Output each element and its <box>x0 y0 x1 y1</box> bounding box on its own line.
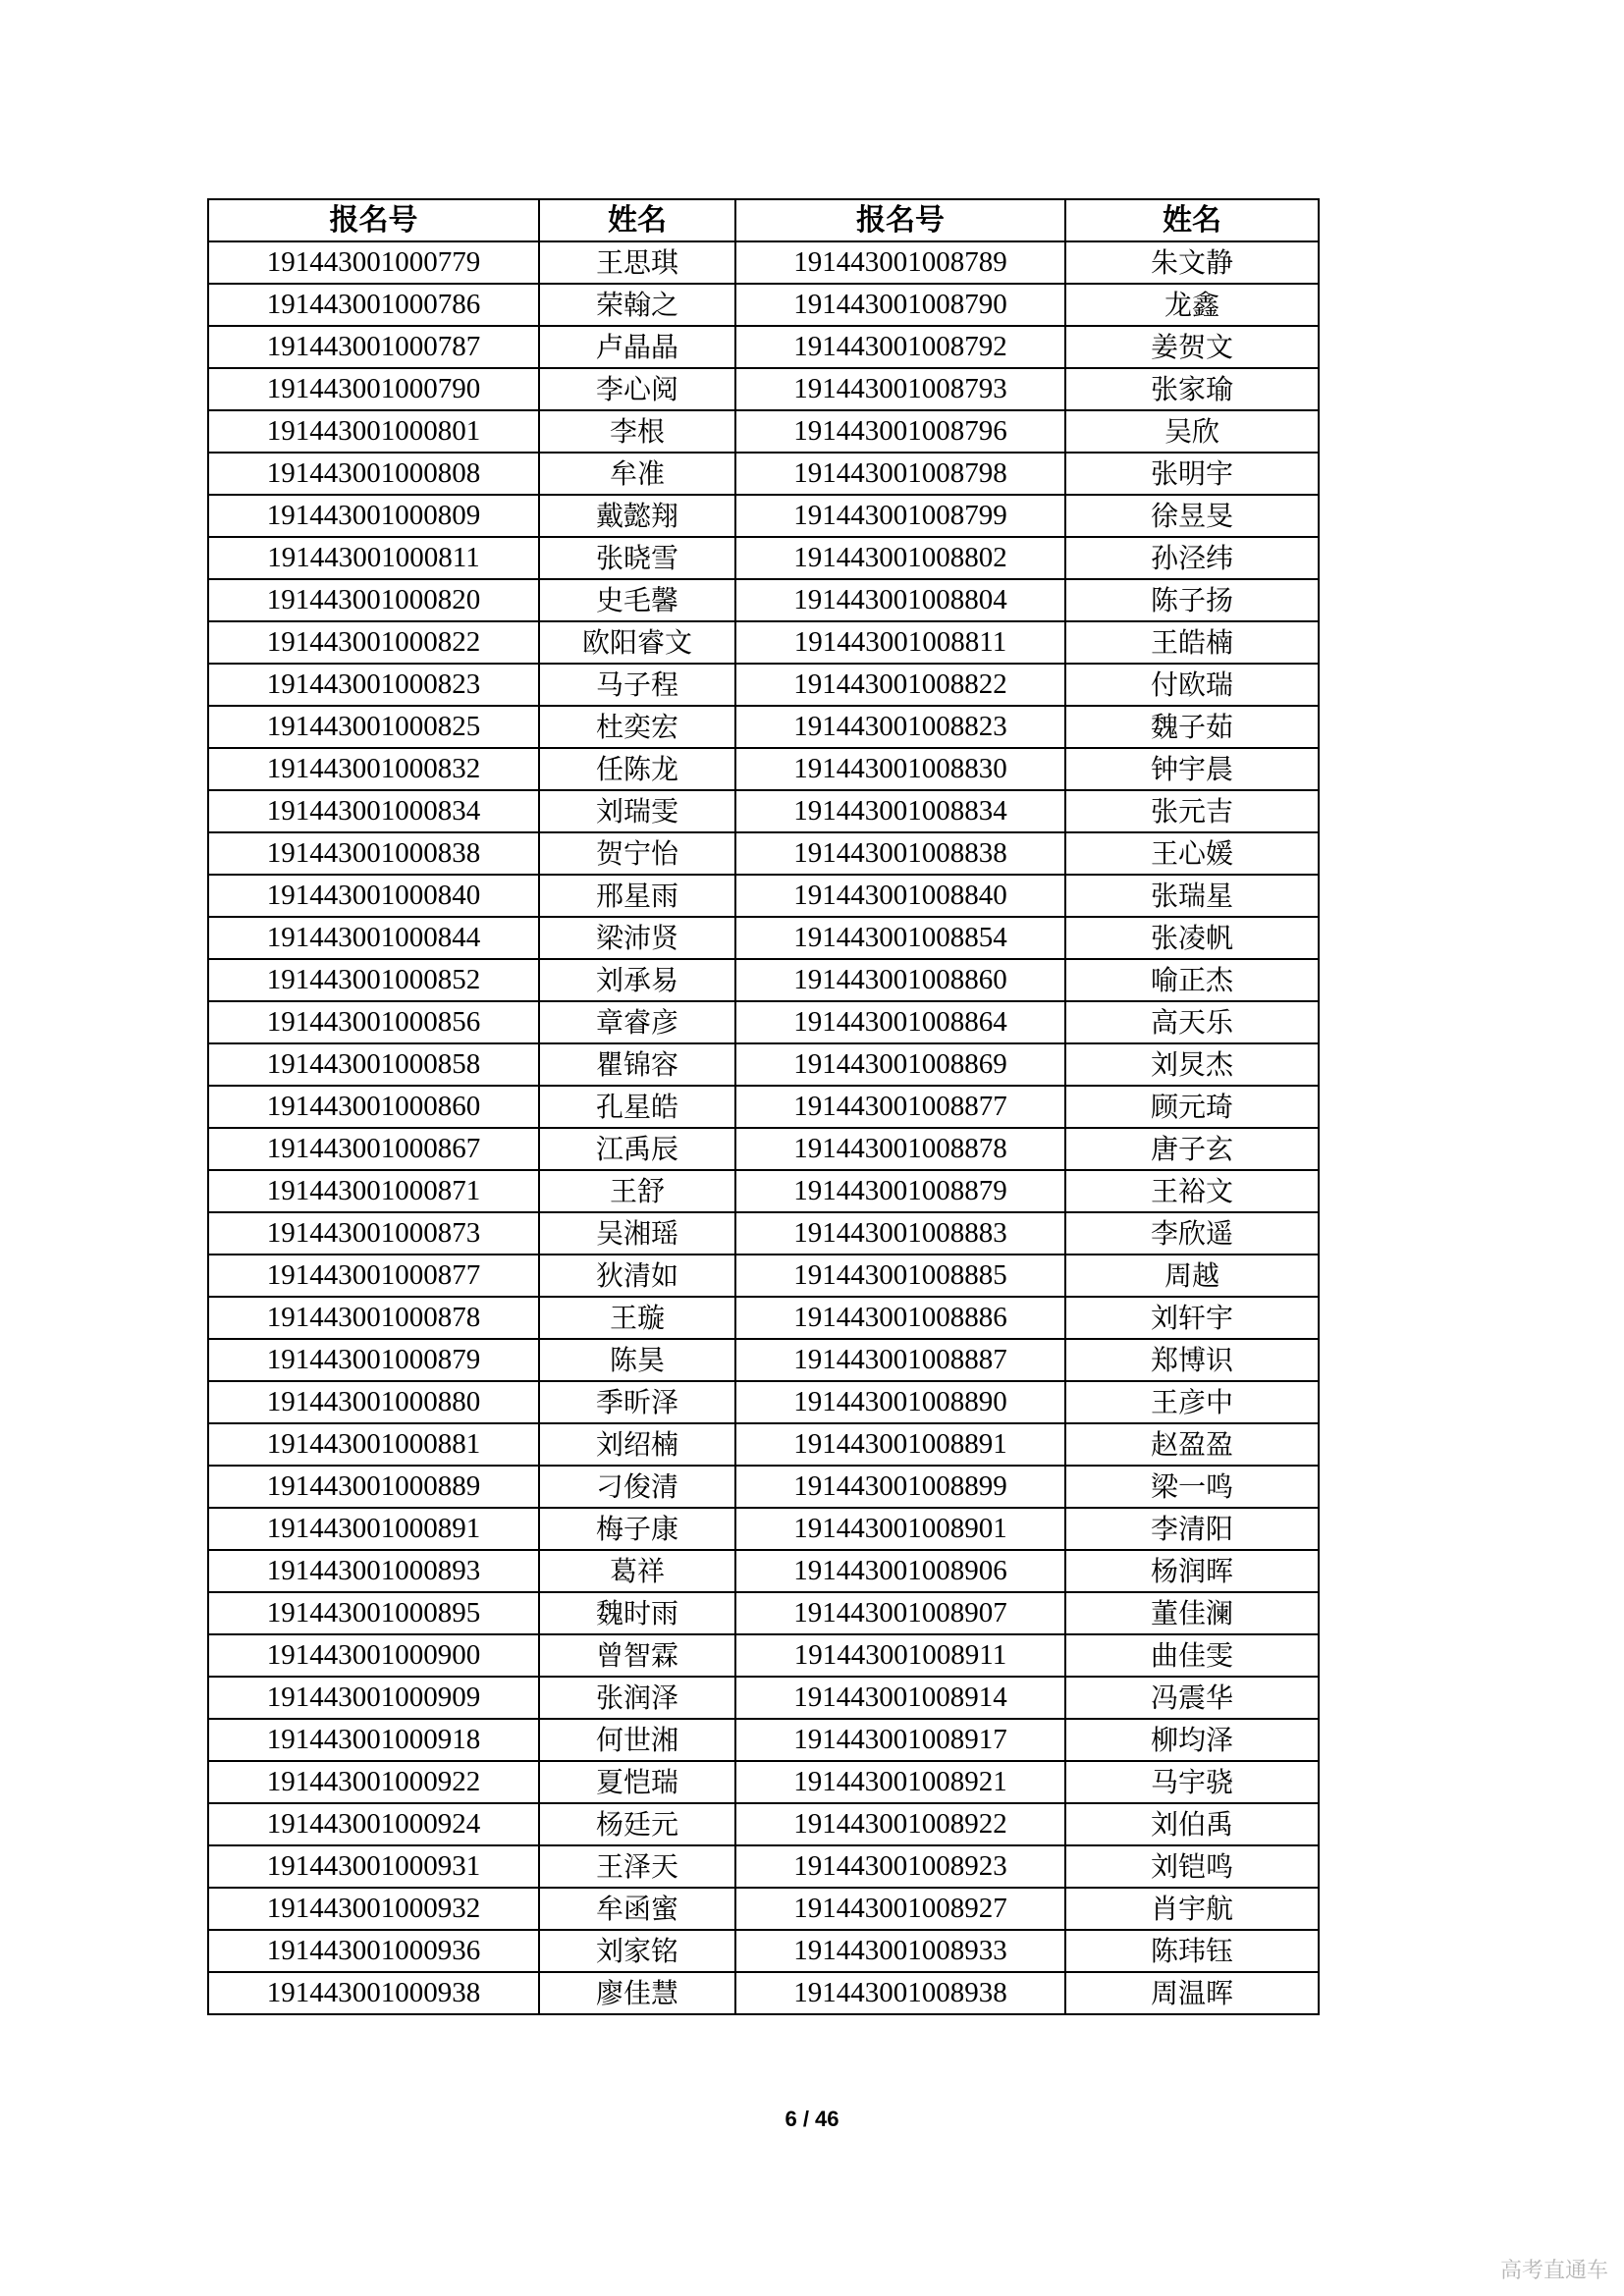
name-cell: 何世湘 <box>539 1719 735 1761</box>
registration-number-cell: 191443001008802 <box>735 537 1065 579</box>
registration-number-cell: 191443001000900 <box>208 1634 539 1677</box>
name-cell: 李清阳 <box>1065 1508 1319 1550</box>
registration-number-cell: 191443001000936 <box>208 1930 539 1972</box>
table-row <box>208 579 1319 621</box>
registration-number-cell: 191443001008789 <box>735 241 1065 284</box>
name-cell: 唐子玄 <box>1065 1128 1319 1170</box>
registration-number-cell: 191443001000844 <box>208 917 539 959</box>
registration-number-cell: 191443001008877 <box>735 1086 1065 1128</box>
registration-number-cell: 191443001008887 <box>735 1339 1065 1381</box>
registration-number-cell: 191443001008899 <box>735 1466 1065 1508</box>
registration-number-cell: 191443001008906 <box>735 1550 1065 1592</box>
registration-number-cell: 191443001008907 <box>735 1592 1065 1634</box>
table-row <box>208 241 1319 284</box>
table-row <box>208 1339 1319 1381</box>
registration-number-cell: 191443001000873 <box>208 1212 539 1255</box>
registration-number-cell: 191443001008921 <box>735 1761 1065 1803</box>
registration-number-cell: 191443001000922 <box>208 1761 539 1803</box>
name-cell: 荣翰之 <box>539 284 735 326</box>
table-row <box>208 790 1319 832</box>
name-cell: 陈昊 <box>539 1339 735 1381</box>
name-cell: 杨润晖 <box>1065 1550 1319 1592</box>
table-row <box>208 1803 1319 1845</box>
name-cell: 李心阅 <box>539 368 735 410</box>
registration-number-cell: 191443001000787 <box>208 326 539 368</box>
name-cell: 刘承易 <box>539 959 735 1001</box>
page-number: 6 / 46 <box>785 2107 839 2131</box>
registration-number-cell: 191443001000790 <box>208 368 539 410</box>
registration-number-cell: 191443001008869 <box>735 1043 1065 1086</box>
name-cell: 赵盈盈 <box>1065 1423 1319 1466</box>
name-cell: 梁沛贤 <box>539 917 735 959</box>
registration-number-cell: 191443001008911 <box>735 1634 1065 1677</box>
registration-number-cell: 191443001000822 <box>208 621 539 664</box>
name-cell: 顾元琦 <box>1065 1086 1319 1128</box>
registration-number-cell: 191443001000924 <box>208 1803 539 1845</box>
table-row <box>208 1972 1319 2014</box>
name-cell: 周越 <box>1065 1255 1319 1297</box>
registration-number-cell: 191443001000918 <box>208 1719 539 1761</box>
table-row <box>208 368 1319 410</box>
registration-number-cell: 191443001008883 <box>735 1212 1065 1255</box>
name-cell: 高天乐 <box>1065 1001 1319 1043</box>
name-cell: 李根 <box>539 410 735 453</box>
name-cell: 贺宁怡 <box>539 832 735 875</box>
name-cell: 孙泾纬 <box>1065 537 1319 579</box>
registration-number-cell: 191443001000877 <box>208 1255 539 1297</box>
registration-number-cell: 191443001008860 <box>735 959 1065 1001</box>
name-cell: 吴欣 <box>1065 410 1319 453</box>
name-cell: 刘绍楠 <box>539 1423 735 1466</box>
table-row <box>208 495 1319 537</box>
name-cell: 夏恺瑞 <box>539 1761 735 1803</box>
registration-number-cell: 191443001008933 <box>735 1930 1065 1972</box>
registration-number-cell: 191443001008822 <box>735 664 1065 706</box>
table-row <box>208 410 1319 453</box>
name-cell: 柳均泽 <box>1065 1719 1319 1761</box>
name-cell: 王璇 <box>539 1297 735 1339</box>
name-cell: 曾智霖 <box>539 1634 735 1677</box>
registration-table <box>207 198 1320 2015</box>
header-name: 姓名 <box>1065 199 1319 241</box>
registration-number-cell: 191443001000878 <box>208 1297 539 1339</box>
registration-number-cell: 191443001008891 <box>735 1423 1065 1466</box>
name-cell: 葛祥 <box>539 1550 735 1592</box>
name-cell: 杜奕宏 <box>539 706 735 748</box>
name-cell: 周温晖 <box>1065 1972 1319 2014</box>
table-row <box>208 1845 1319 1888</box>
registration-number-cell: 191443001000809 <box>208 495 539 537</box>
table-row <box>208 748 1319 790</box>
name-cell: 张家瑜 <box>1065 368 1319 410</box>
registration-number-cell: 191443001008878 <box>735 1128 1065 1170</box>
name-cell: 季昕泽 <box>539 1381 735 1423</box>
table-row <box>208 453 1319 495</box>
name-cell: 张晓雪 <box>539 537 735 579</box>
name-cell: 刘家铭 <box>539 1930 735 1972</box>
name-cell: 张明宇 <box>1065 453 1319 495</box>
name-cell: 陈玮钰 <box>1065 1930 1319 1972</box>
name-cell: 钟宇晨 <box>1065 748 1319 790</box>
name-cell: 徐昱旻 <box>1065 495 1319 537</box>
name-cell: 欧阳睿文 <box>539 621 735 664</box>
document-page <box>207 198 1318 2015</box>
header-registration-number: 报名号 <box>208 199 539 241</box>
table-row <box>208 1128 1319 1170</box>
watermark: 高考直通车 <box>1499 2259 1608 2283</box>
name-cell: 廖佳慧 <box>539 1972 735 2014</box>
table-row <box>208 1001 1319 1043</box>
table-header-row <box>208 199 1319 241</box>
registration-number-cell: 191443001008790 <box>735 284 1065 326</box>
name-cell: 牟函蜜 <box>539 1888 735 1930</box>
table-row <box>208 1170 1319 1212</box>
name-cell: 曲佳雯 <box>1065 1634 1319 1677</box>
registration-number-cell: 191443001000823 <box>208 664 539 706</box>
table-row <box>208 1930 1319 1972</box>
table-row <box>208 1381 1319 1423</box>
registration-number-cell: 191443001000832 <box>208 748 539 790</box>
table-row <box>208 621 1319 664</box>
name-cell: 牟准 <box>539 453 735 495</box>
name-cell: 刘轩宇 <box>1065 1297 1319 1339</box>
registration-number-cell: 191443001000938 <box>208 1972 539 2014</box>
name-cell: 王裕文 <box>1065 1170 1319 1212</box>
table-row <box>208 664 1319 706</box>
registration-number-cell: 191443001008792 <box>735 326 1065 368</box>
registration-number-cell: 191443001000811 <box>208 537 539 579</box>
name-cell: 王思琪 <box>539 241 735 284</box>
name-cell: 魏子茹 <box>1065 706 1319 748</box>
registration-number-cell: 191443001000801 <box>208 410 539 453</box>
name-cell: 卢晶晶 <box>539 326 735 368</box>
registration-number-cell: 191443001008901 <box>735 1508 1065 1550</box>
name-cell: 史毛馨 <box>539 579 735 621</box>
registration-number-cell: 191443001000891 <box>208 1508 539 1550</box>
table-row <box>208 284 1319 326</box>
name-cell: 王彦中 <box>1065 1381 1319 1423</box>
table-body <box>208 241 1319 2014</box>
table-row <box>208 1634 1319 1677</box>
registration-number-cell: 191443001008879 <box>735 1170 1065 1212</box>
registration-number-cell: 191443001008798 <box>735 453 1065 495</box>
name-cell: 姜贺文 <box>1065 326 1319 368</box>
name-cell: 张瑞星 <box>1065 875 1319 917</box>
registration-number-cell: 191443001008917 <box>735 1719 1065 1761</box>
header-name: 姓名 <box>539 199 735 241</box>
name-cell: 吴湘瑶 <box>539 1212 735 1255</box>
table-row <box>208 1508 1319 1550</box>
name-cell: 李欣遥 <box>1065 1212 1319 1255</box>
name-cell: 江禹辰 <box>539 1128 735 1170</box>
table-row <box>208 1719 1319 1761</box>
name-cell: 邢星雨 <box>539 875 735 917</box>
name-cell: 马子程 <box>539 664 735 706</box>
registration-number-cell: 191443001008864 <box>735 1001 1065 1043</box>
name-cell: 陈子扬 <box>1065 579 1319 621</box>
name-cell: 孔星皓 <box>539 1086 735 1128</box>
name-cell: 任陈龙 <box>539 748 735 790</box>
registration-number-cell: 191443001000808 <box>208 453 539 495</box>
table-row <box>208 917 1319 959</box>
registration-number-cell: 191443001000786 <box>208 284 539 326</box>
name-cell: 王皓楠 <box>1065 621 1319 664</box>
registration-number-cell: 191443001000871 <box>208 1170 539 1212</box>
name-cell: 张元吉 <box>1065 790 1319 832</box>
name-cell: 刁俊清 <box>539 1466 735 1508</box>
name-cell: 郑博识 <box>1065 1339 1319 1381</box>
registration-number-cell: 191443001000838 <box>208 832 539 875</box>
registration-number-cell: 191443001000834 <box>208 790 539 832</box>
registration-number-cell: 191443001000893 <box>208 1550 539 1592</box>
registration-number-cell: 191443001008830 <box>735 748 1065 790</box>
table-row <box>208 1297 1319 1339</box>
name-cell: 冯震华 <box>1065 1677 1319 1719</box>
name-cell: 付欧瑞 <box>1065 664 1319 706</box>
registration-number-cell: 191443001000909 <box>208 1677 539 1719</box>
table-row <box>208 1086 1319 1128</box>
registration-number-cell: 191443001000856 <box>208 1001 539 1043</box>
registration-number-cell: 191443001000840 <box>208 875 539 917</box>
registration-number-cell: 191443001008854 <box>735 917 1065 959</box>
table-row <box>208 1550 1319 1592</box>
registration-number-cell: 191443001008927 <box>735 1888 1065 1930</box>
registration-number-cell: 191443001008886 <box>735 1297 1065 1339</box>
name-cell: 章睿彦 <box>539 1001 735 1043</box>
registration-number-cell: 191443001008804 <box>735 579 1065 621</box>
registration-number-cell: 191443001008840 <box>735 875 1065 917</box>
registration-number-cell: 191443001000889 <box>208 1466 539 1508</box>
name-cell: 魏时雨 <box>539 1592 735 1634</box>
registration-number-cell: 191443001008914 <box>735 1677 1065 1719</box>
registration-number-cell: 191443001008938 <box>735 1972 1065 2014</box>
registration-number-cell: 191443001000825 <box>208 706 539 748</box>
name-cell: 喻正杰 <box>1065 959 1319 1001</box>
registration-number-cell: 191443001008796 <box>735 410 1065 453</box>
registration-number-cell: 191443001008793 <box>735 368 1065 410</box>
registration-number-cell: 191443001000881 <box>208 1423 539 1466</box>
table-row <box>208 1212 1319 1255</box>
registration-number-cell: 191443001000858 <box>208 1043 539 1086</box>
table-row <box>208 875 1319 917</box>
table-row <box>208 1255 1319 1297</box>
name-cell: 戴懿翔 <box>539 495 735 537</box>
table-row <box>208 706 1319 748</box>
registration-number-cell: 191443001008823 <box>735 706 1065 748</box>
name-cell: 刘瑞雯 <box>539 790 735 832</box>
name-cell: 张凌帆 <box>1065 917 1319 959</box>
table-row <box>208 1888 1319 1930</box>
registration-number-cell: 191443001000880 <box>208 1381 539 1423</box>
name-cell: 肖宇航 <box>1065 1888 1319 1930</box>
table-row <box>208 959 1319 1001</box>
name-cell: 王泽天 <box>539 1845 735 1888</box>
name-cell: 龙鑫 <box>1065 284 1319 326</box>
name-cell: 刘伯禹 <box>1065 1803 1319 1845</box>
registration-number-cell: 191443001000932 <box>208 1888 539 1930</box>
registration-number-cell: 191443001000779 <box>208 241 539 284</box>
registration-number-cell: 191443001008890 <box>735 1381 1065 1423</box>
registration-number-cell: 191443001008923 <box>735 1845 1065 1888</box>
name-cell: 马宇骁 <box>1065 1761 1319 1803</box>
registration-number-cell: 191443001008885 <box>735 1255 1065 1297</box>
table-row <box>208 1043 1319 1086</box>
name-cell: 刘铠鸣 <box>1065 1845 1319 1888</box>
registration-number-cell: 191443001000820 <box>208 579 539 621</box>
registration-number-cell: 191443001000879 <box>208 1339 539 1381</box>
header-registration-number: 报名号 <box>735 199 1065 241</box>
registration-number-cell: 191443001008838 <box>735 832 1065 875</box>
name-cell: 朱文静 <box>1065 241 1319 284</box>
name-cell: 张润泽 <box>539 1677 735 1719</box>
table-row <box>208 832 1319 875</box>
name-cell: 董佳澜 <box>1065 1592 1319 1634</box>
table-row <box>208 326 1319 368</box>
name-cell: 刘炅杰 <box>1065 1043 1319 1086</box>
registration-number-cell: 191443001000895 <box>208 1592 539 1634</box>
name-cell: 瞿锦容 <box>539 1043 735 1086</box>
table-row <box>208 1423 1319 1466</box>
registration-number-cell: 191443001008811 <box>735 621 1065 664</box>
registration-number-cell: 191443001000867 <box>208 1128 539 1170</box>
name-cell: 狄清如 <box>539 1255 735 1297</box>
name-cell: 杨廷元 <box>539 1803 735 1845</box>
table-row <box>208 1677 1319 1719</box>
table-row <box>208 1761 1319 1803</box>
name-cell: 王心媛 <box>1065 832 1319 875</box>
table-row <box>208 1466 1319 1508</box>
registration-number-cell: 191443001000931 <box>208 1845 539 1888</box>
registration-number-cell: 191443001000852 <box>208 959 539 1001</box>
registration-number-cell: 191443001008922 <box>735 1803 1065 1845</box>
table-row <box>208 1592 1319 1634</box>
registration-number-cell: 191443001008799 <box>735 495 1065 537</box>
name-cell: 王舒 <box>539 1170 735 1212</box>
table-row <box>208 537 1319 579</box>
name-cell: 梅子康 <box>539 1508 735 1550</box>
name-cell: 梁一鸣 <box>1065 1466 1319 1508</box>
registration-number-cell: 191443001000860 <box>208 1086 539 1128</box>
registration-number-cell: 191443001008834 <box>735 790 1065 832</box>
